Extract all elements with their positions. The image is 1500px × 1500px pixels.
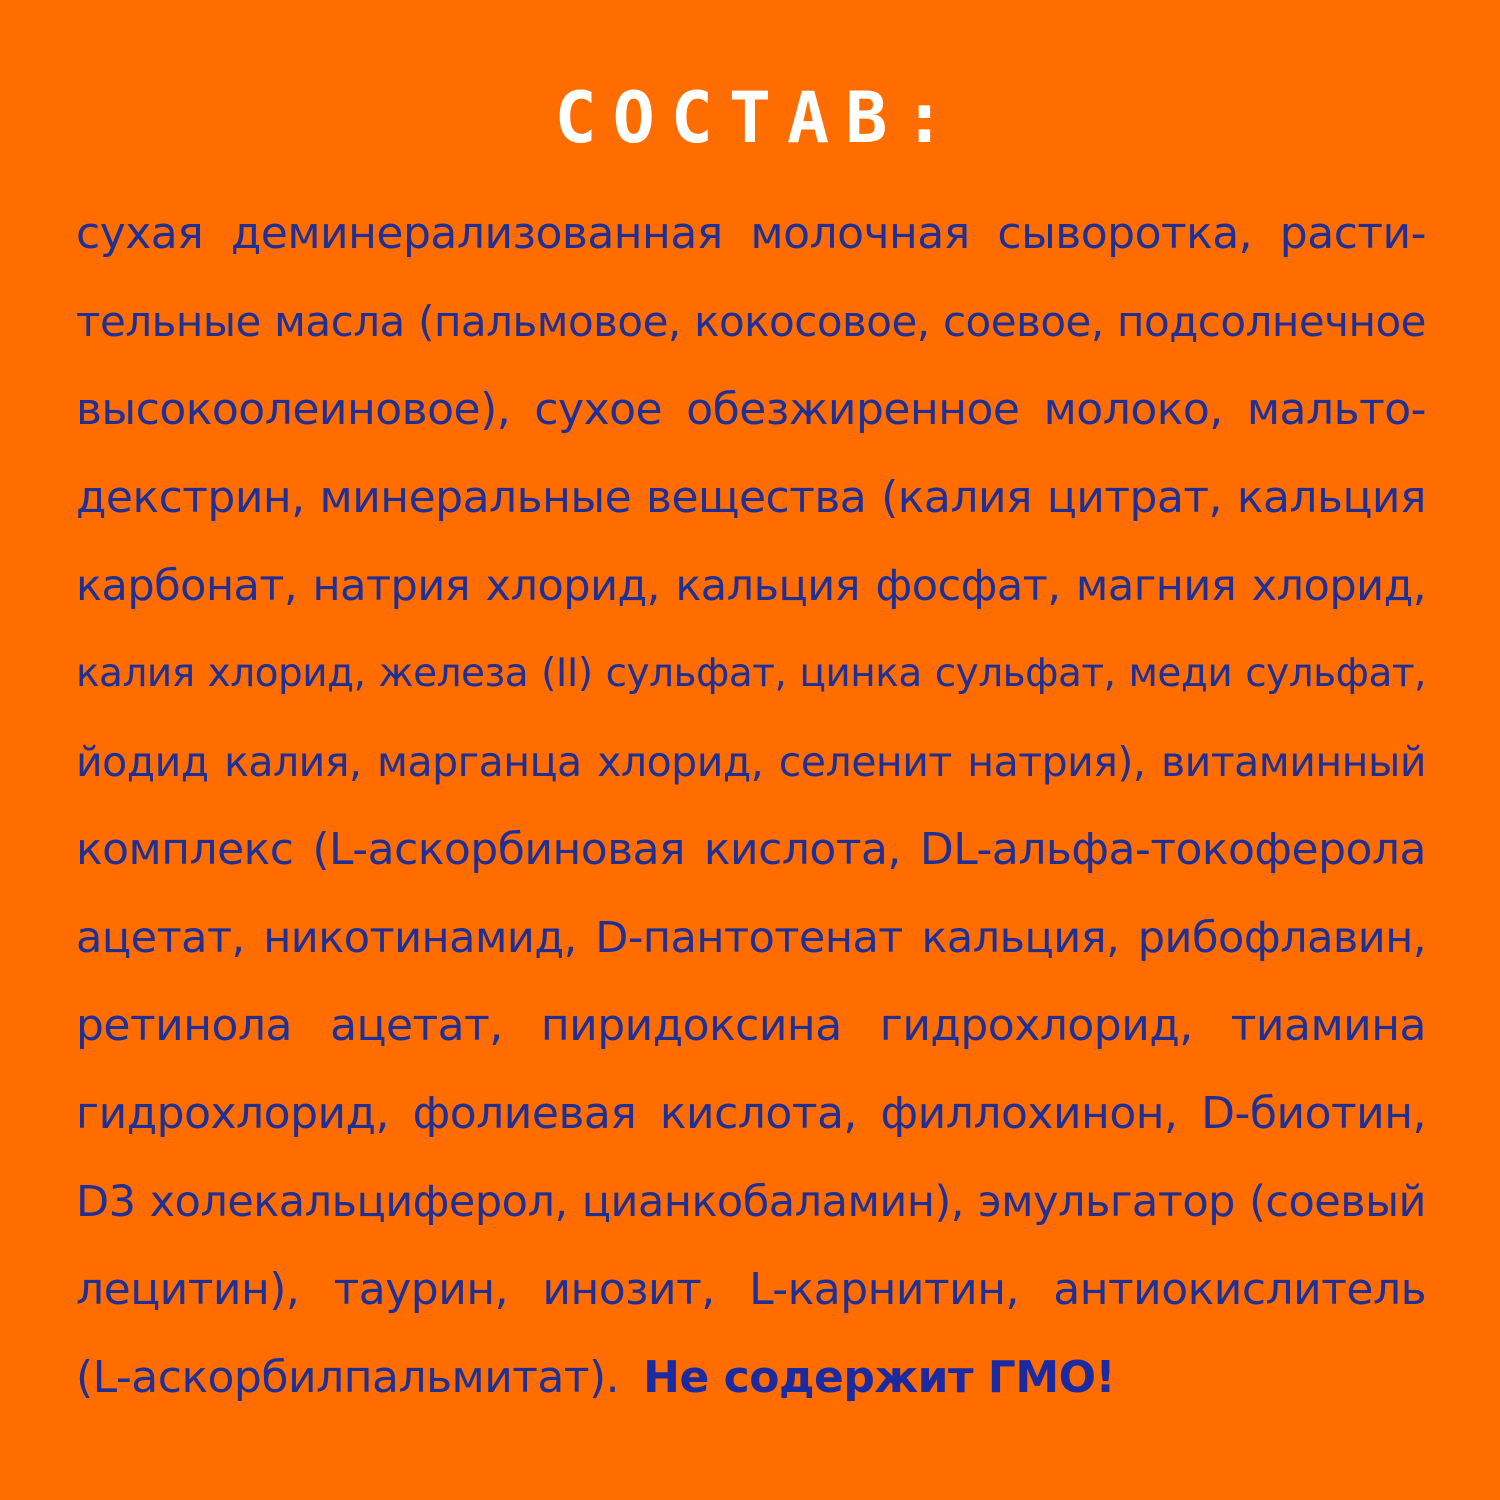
text-line-6: калия хлорид, железа (II) сульфат, цинка сульфат, меди сульфат, [76, 651, 1426, 696]
text-line-9: ацетат, никотинамид, D-пантотенат кальция, рибофлавин, [76, 913, 1426, 963]
text-line-8: комплекс (L-аскорбиновая кислота, DL-альфа-токоферола [76, 824, 1426, 875]
text-line-3: высокоолеиновое), сухое обезжиренное молоко, мальто- [76, 384, 1426, 435]
text-line-12: D3 холекальциферол, цианкобаламин), эмульгатор (соевый [76, 1177, 1426, 1227]
text-line-5: карбонат, натрия хлорид, кальция фосфат, магния хлорид, [76, 561, 1426, 611]
composition-title: СОСТАВ: [554, 77, 962, 159]
text-line-1: сухая деминерализованная молочная сыворотка, расти- [76, 208, 1426, 259]
text-line-7: йодид калия, марганца хлорид, селенит натрия), витаминный [76, 738, 1426, 786]
text-line-14 [76, 1334, 1426, 1422]
gmo-free-notice: Не содержит ГМО! [643, 1352, 1116, 1403]
text-line-13: лецитин), таурин, инозит, L-карнитин, антиокислитель [76, 1264, 1426, 1315]
text-line-10: ретинола ацетат, пиридоксина гидрохлорид, тиамина [76, 1000, 1426, 1051]
last-line-text: (L-аскорбилпальмитат). [76, 1352, 620, 1403]
composition-text [76, 190, 1426, 1422]
text-line-2: тельные масла (пальмовое, кокосовое, соевое, подсолнечное [76, 297, 1426, 346]
text-line-4: декстрин, минеральные вещества (калия цитрат, кальция [76, 472, 1426, 523]
text-line-11: гидрохлорид, фолиевая кислота, филлохинон, D-биотин, [76, 1088, 1426, 1139]
